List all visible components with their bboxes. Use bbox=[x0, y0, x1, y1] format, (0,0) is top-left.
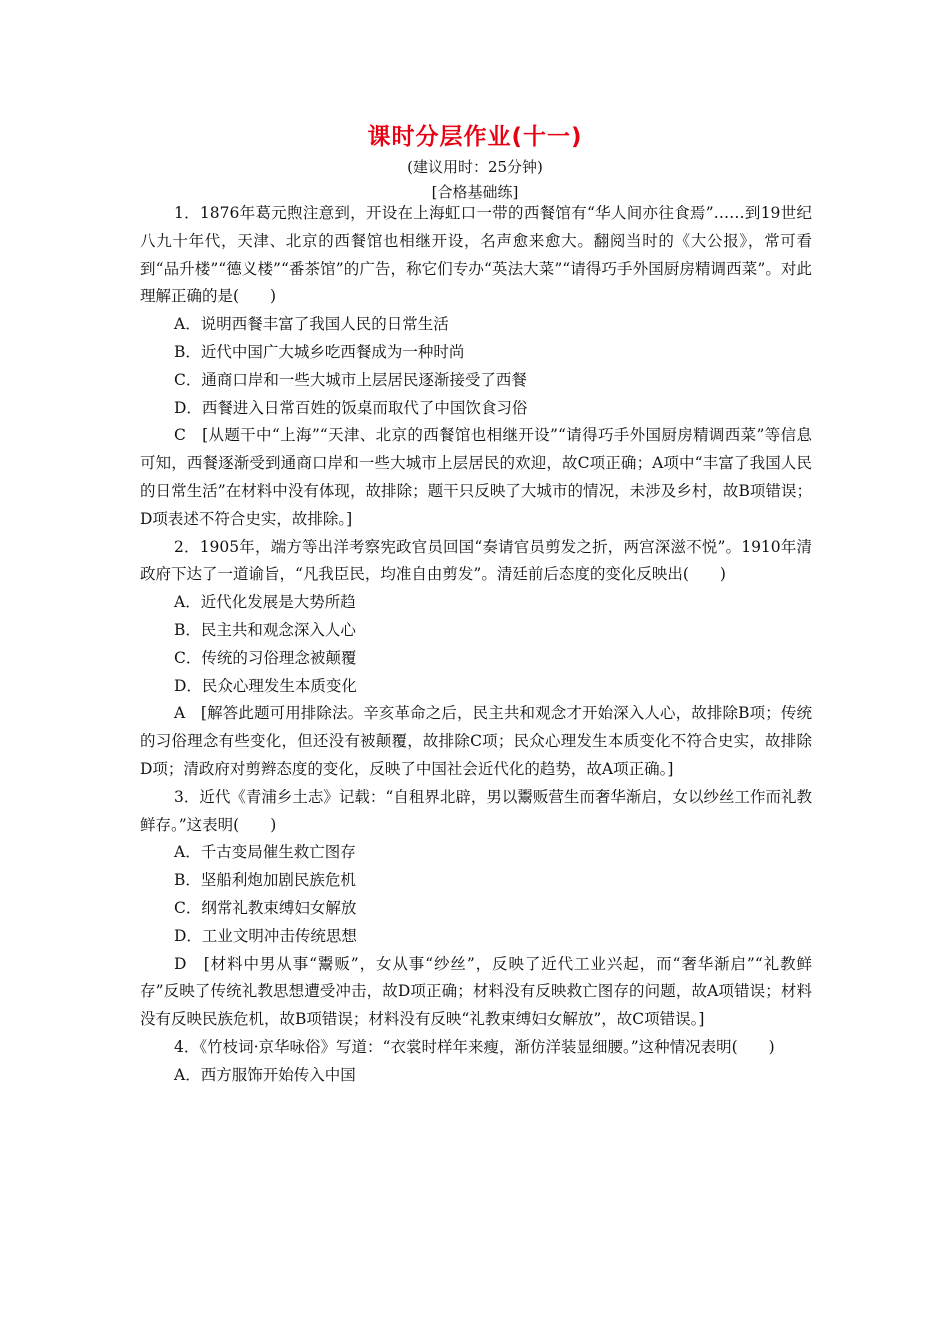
option-a: A．近代化发展是大势所趋 bbox=[174, 593, 356, 612]
option-c: C．通商口岸和一些大城市上层居民逐渐接受了西餐 bbox=[174, 370, 527, 389]
page-title: 课时分层作业(十一) bbox=[367, 124, 583, 150]
time-hint: (建议用时：25分钟) bbox=[407, 158, 543, 176]
option-a: A．西方服饰开始传入中国 bbox=[174, 1065, 356, 1084]
answer-explanation: A [解答此题可用排除法。辛亥革命之后，民主共和观念才开始深入人心，故排除B项；传统的习俗理念有些变化，但还没有被颠覆，故排除C项；民众心理发生本质变化不符合史实，故排除D项；清政府对剪辫态度的变化，反映了中国社会近代化的趋势，故A项正确。] bbox=[140, 704, 812, 778]
option-d: D．民众心理发生本质变化 bbox=[174, 676, 357, 695]
question-stem: 3．近代《青浦乡土志》记载：“自租界北辟，男以鬻贩营生而奢华渐启，女以纱丝工作而礼教鲜存。”这表明( ) bbox=[140, 787, 812, 834]
option-b: B．民主共和观念深入人心 bbox=[174, 620, 356, 639]
option-b: B．坚船利炮加剧民族危机 bbox=[174, 871, 356, 890]
option-b: B．近代中国广大城乡吃西餐成为一种时尚 bbox=[174, 342, 465, 361]
option-d: D．西餐进入日常百姓的饭桌而取代了中国饮食习俗 bbox=[174, 398, 528, 417]
question-list bbox=[140, 200, 812, 1090]
option-c: C．传统的习俗理念被颠覆 bbox=[174, 648, 357, 667]
answer-explanation: C [从题干中“上海”“天津、北京的西餐馆也相继开设”“请得巧手外国厨房精调西菜”等信息可知，西餐逐渐受到通商口岸和一些大城市上层居民的欢迎，故C项正确；A项中“丰富了我国人民的日常生活”在材料中没有体现，故排除；题干只反映了大城市的情况，未涉及乡村，故B项错误；D项表述不符合史实，故排除。] bbox=[140, 426, 812, 528]
question-stem: 2．1905年，端方等出洋考察宪政官员回国“奏请官员剪发之折，两宫深滋不悦”。1910年清政府下达了一道谕旨，“凡我臣民，均准自由剪发”。清廷前后态度的变化反映出( ) bbox=[140, 537, 812, 584]
question-stem: 1．1876年葛元煦注意到，开设在上海虹口一带的西餐馆有“华人间亦往食焉”……到19世纪八九十年代，天津、北京的西餐馆也相继开设，名声愈来愈大。翻阅当时的《大公报》，常可看到“品升楼”“德义楼”“番茶馆”的广告，称它们专办“英法大菜”“请得巧手外国厨房精调西菜”。对此理解正确的是( ) bbox=[140, 204, 812, 306]
option-a: A．说明西餐丰富了我国人民的日常生活 bbox=[174, 315, 449, 334]
option-c: C．纲常礼教束缚妇女解放 bbox=[174, 898, 357, 917]
question-stem: 4．《竹枝词·京华咏俗》写道：“衣裳时样年来瘦，渐仿洋装显细腰。”这种情况表明( ) bbox=[174, 1037, 775, 1056]
answer-explanation: D [材料中男从事“鬻贩”，女从事“纱丝”，反映了近代工业兴起，而“奢华渐启”“礼教鲜存”反映了传统礼教思想遭受冲击，故D项正确；材料没有反映救亡图存的问题，故A项错误；材料没有反映民族危机，故B项错误；材料没有反映“礼教束缚妇女解放”，故C项错误。] bbox=[140, 954, 812, 1029]
option-d: D．工业文明冲击传统思想 bbox=[174, 926, 357, 945]
section-label: [合格基础练] bbox=[431, 183, 519, 201]
option-a: A．千古变局催生救亡图存 bbox=[174, 843, 356, 862]
